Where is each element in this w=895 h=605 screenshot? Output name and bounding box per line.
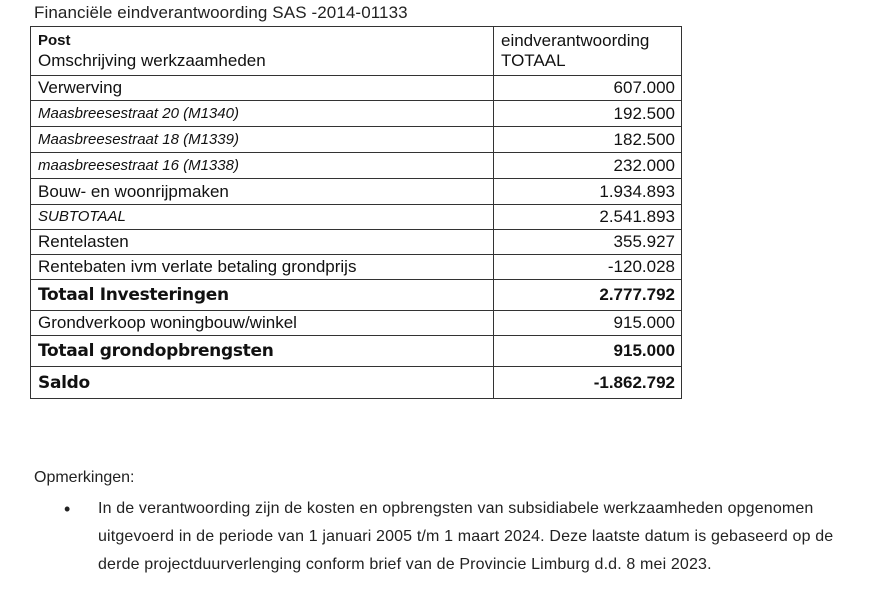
row-label: SUBTOTAAL — [31, 205, 494, 230]
row-amount: 355.927 — [494, 230, 682, 255]
row-amount: 182.500 — [494, 127, 682, 153]
row-amount: -120.028 — [494, 255, 682, 280]
row-amount: 2.777.792 — [494, 280, 682, 311]
header-total-cell — [494, 27, 682, 76]
row-label: Saldo — [31, 367, 494, 399]
header-eindverantwoording-label: eindverantwoording — [501, 31, 650, 50]
row-label: Totaal Investeringen — [31, 280, 494, 311]
row-amount: 232.000 — [494, 153, 682, 179]
row-label: Bouw- en woonrijpmaken — [31, 179, 494, 205]
remarks-bullet-text: In de verantwoording zijn de kosten en opbrengsten van subsidiabele werkzaamheden opgenomen uitgevoerd in de periode van 1 januari 2005 t/m 1 maart 2024. Deze laatste datum is gebaseerd op de derde projectduurverlenging conform brief van de Provincie Limburg d.d. 8 mei 2023. — [98, 500, 834, 573]
row-amount: -1.862.792 — [494, 367, 682, 399]
row-label: Rentebaten ivm verlate betaling grondprijs — [31, 255, 494, 280]
row-amount: 915.000 — [494, 311, 682, 336]
table-row-bouw-woonrijpmaken — [31, 179, 682, 205]
header-post-cell — [31, 27, 494, 76]
row-label: Maasbreesestraat 20 (M1340) — [31, 101, 494, 127]
header-description-label: Omschrijving werkzaamheden — [38, 51, 266, 70]
table-row-maasbreesestraat-20 — [31, 101, 682, 127]
row-amount: 1.934.893 — [494, 179, 682, 205]
table-row-maasbreesestraat-18 — [31, 127, 682, 153]
row-label: Totaal grondopbrengsten — [31, 336, 494, 367]
table-row-maasbreesestraat-16 — [31, 153, 682, 179]
table-row-subtotaal — [31, 205, 682, 230]
table-row-rentebaten — [31, 255, 682, 280]
header-post-label: Post — [38, 32, 71, 49]
document-caption: Financiële eindverantwoording SAS -2014-01133 — [34, 3, 408, 22]
row-amount: 192.500 — [494, 101, 682, 127]
table-row-grondverkoop — [31, 311, 682, 336]
table-row-totaal-investeringen — [31, 280, 682, 311]
table-row-saldo — [31, 367, 682, 399]
header-totaal-label: TOTAAL — [501, 51, 566, 70]
row-label: Maasbreesestraat 18 (M1339) — [31, 127, 494, 153]
table-row-totaal-grondopbrengsten — [31, 336, 682, 367]
bullet-icon: • — [64, 499, 71, 519]
table-row-verwerving — [31, 76, 682, 101]
row-label: maasbreesestraat 16 (M1338) — [31, 153, 494, 179]
row-amount: 2.541.893 — [494, 205, 682, 230]
remarks-section — [34, 469, 864, 579]
row-amount: 915.000 — [494, 336, 682, 367]
remarks-title: Opmerkingen: — [34, 469, 135, 486]
row-label: Grondverkoop woningbouw/winkel — [31, 311, 494, 336]
row-amount: 607.000 — [494, 76, 682, 101]
row-label: Verwerving — [31, 76, 494, 101]
row-label: Rentelasten — [31, 230, 494, 255]
remarks-bullet-item — [34, 495, 864, 579]
table-header-row — [31, 27, 682, 76]
financial-statement-table — [30, 26, 682, 399]
table-row-rentelasten — [31, 230, 682, 255]
